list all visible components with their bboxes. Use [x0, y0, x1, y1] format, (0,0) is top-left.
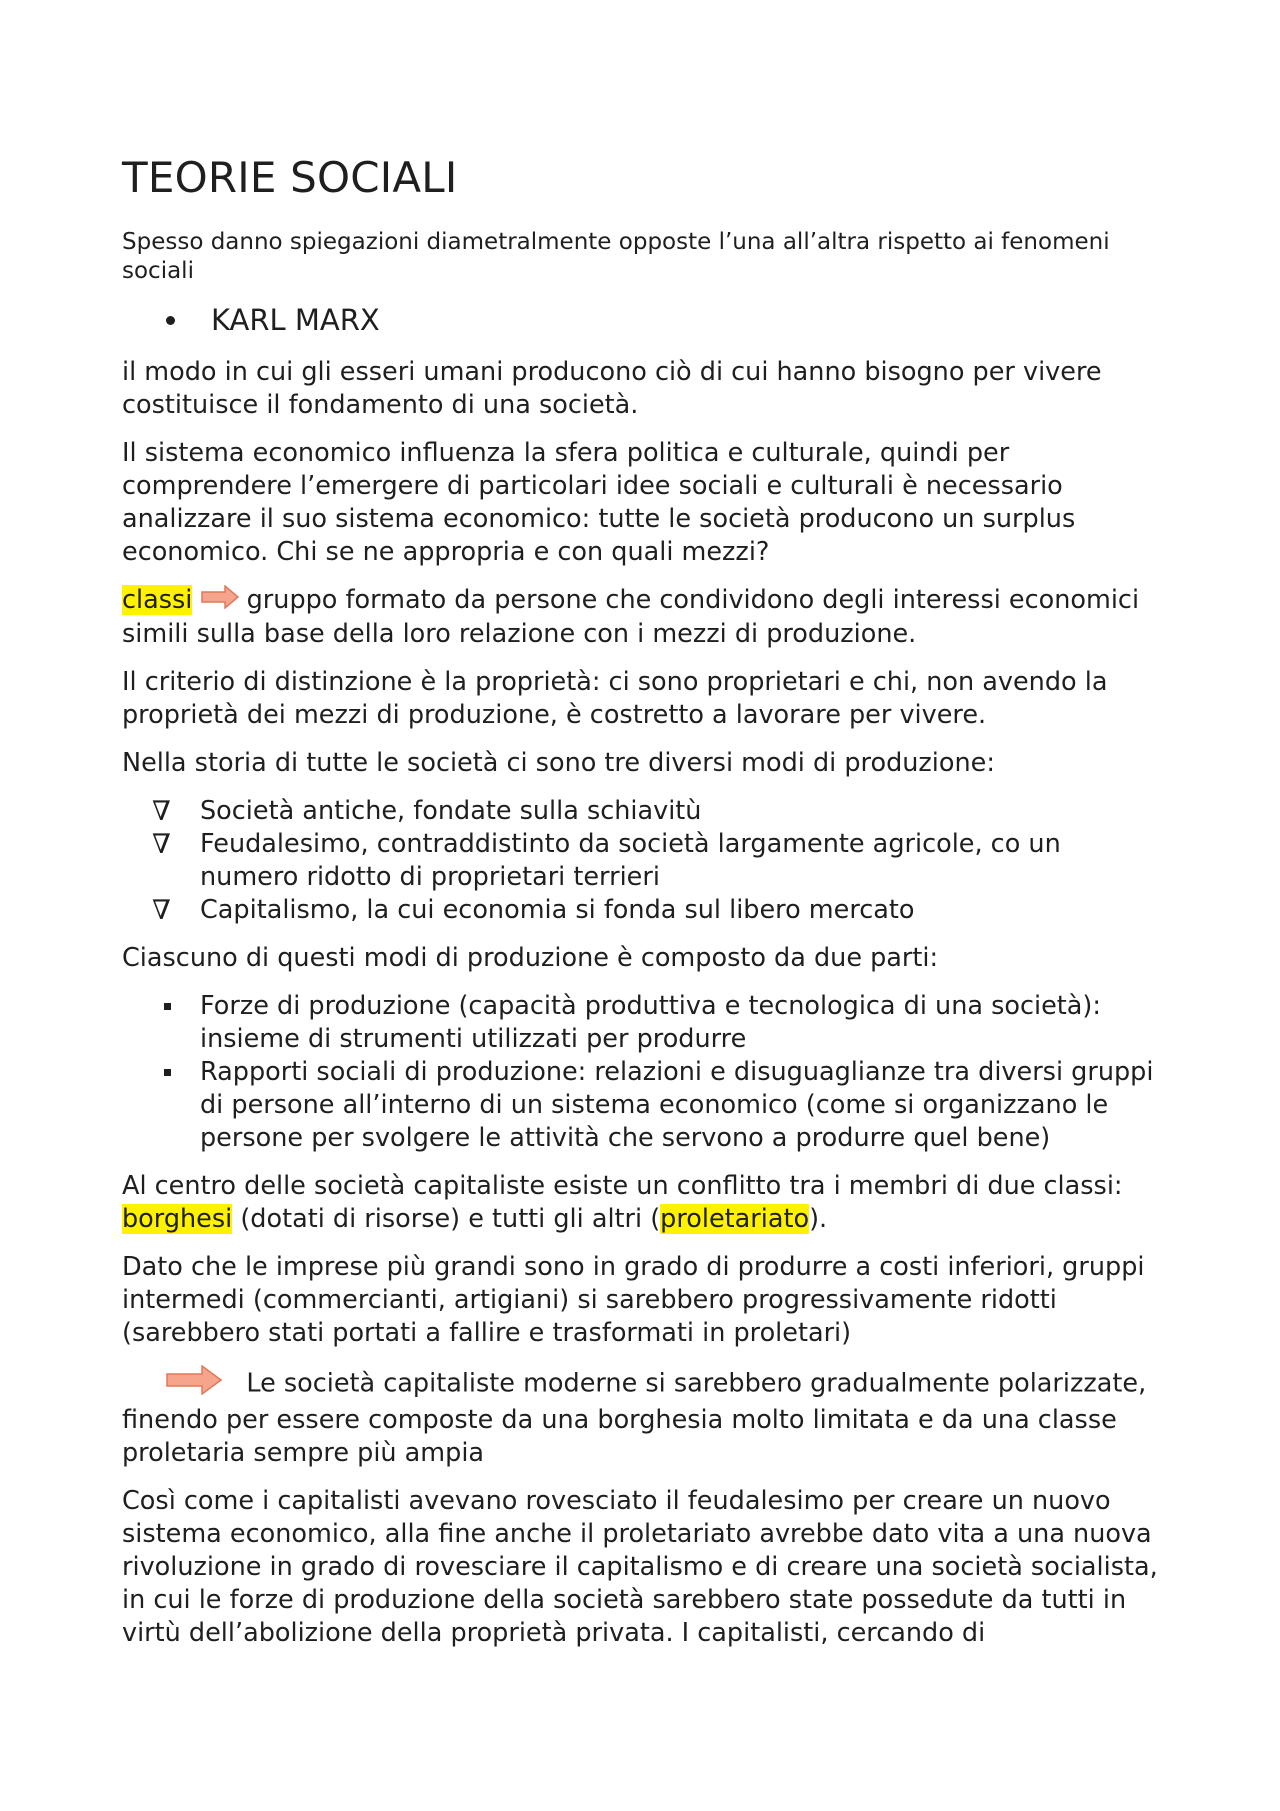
paragraph-6: Ciascuno di questi modi di produzione è composto da due parti:	[122, 942, 939, 973]
modes-list	[122, 795, 1162, 927]
list-item	[122, 894, 1162, 927]
nabla-bullet-icon: ∇	[152, 795, 171, 827]
classi-definition	[122, 584, 1162, 651]
paragraph-1: il modo in cui gli esseri umani producono ciò di cui hanno bisogno per vivere costituisce il fondamento di una società.	[122, 357, 1102, 420]
paragraph-4: Il criterio di distinzione è la proprietà: ci sono proprietari e chi, non avendo la proprietà dei mezzi di produzione, è costretto a lavorare per vivere.	[122, 666, 1108, 730]
paragraph-2: Il sistema economico influenza la sfera politica e culturale, quindi per comprendere l’emergere di particolari idee sociali e culturali è necessario analizzare il suo sistema economico: tutte le società producono un surplus economico. Chi se ne appropria e con quali mezzi?	[122, 438, 1076, 567]
subtitle: Spesso danno spiegazioni diametralmente opposte l’una all’altra rispetto ai fenomeni sociali	[122, 229, 1110, 284]
square-bullet-icon	[164, 1003, 171, 1010]
polarization-text: Le società capitaliste moderne si sarebbero gradualmente polarizzate, finendo per essere composte da una borghesia molto limitata e da una classe proletaria sempre più ampia	[122, 1368, 1147, 1468]
list-item-text: Società antiche, fondate sulla schiavitù	[200, 795, 702, 826]
list-item	[122, 828, 1162, 894]
list-item	[122, 795, 1162, 828]
classi-definition-text: gruppo formato da persone che condividono degli interessi economici simili sulla base della loro relazione con i mezzi di produzione.	[122, 585, 1140, 649]
square-bullet-icon	[164, 1069, 171, 1076]
parts-list	[122, 990, 1162, 1155]
page-title: TEORIE SOCIALI	[122, 153, 458, 202]
conflict-intro: Al centro delle società capitaliste esiste un conflitto tra i membri di due classi:	[122, 1170, 1123, 1201]
highlight-proletariato: proletariato	[660, 1203, 810, 1234]
conflict-end: ).	[809, 1203, 828, 1234]
right-arrow-icon	[201, 585, 239, 618]
bullet-dot-icon	[166, 316, 175, 325]
section-heading	[122, 300, 1162, 340]
list-item	[122, 1056, 1162, 1155]
paragraph-10: Così come i capitalisti avevano rovesciato il feudalesimo per creare un nuovo sistema economico, alla fine anche il proletariato avrebbe dato vita a una nuova rivoluzione in grado di rovesciare il capitalismo e di creare una società socialista, in cui le forze di produzione della società sarebbero state possedute da tutti in virtù dell’abolizione della proprietà privata. I capitalisti, cercando di	[122, 1485, 1158, 1648]
list-item	[122, 990, 1162, 1056]
polarization-paragraph	[122, 1365, 1162, 1470]
paragraph-5: Nella storia di tutte le società ci sono tre diversi modi di produzione:	[122, 747, 995, 778]
list-item-text: Feudalesimo, contraddistinto da società largamente agricole, co un numero ridotto di proprietari terrieri	[200, 828, 1061, 892]
highlight-classi: classi	[122, 585, 193, 615]
section-heading-label: KARL MARX	[211, 303, 380, 337]
list-item-text: Rapporti sociali di produzione: relazioni e disuguaglianze tra diversi gruppi di persone all’interno di un sistema economico (come si organizzano le persone per svolgere le attività che servono a produrre quel bene)	[200, 1056, 1154, 1153]
right-arrow-icon	[166, 1365, 222, 1404]
nabla-bullet-icon: ∇	[152, 828, 171, 860]
list-item-text: Capitalismo, la cui economia si fonda sul libero mercato	[200, 894, 915, 925]
list-item-text: Forze di produzione (capacità produttiva e tecnologica di una società): insieme di strumenti utilizzati per produrre	[200, 990, 1101, 1054]
conflict-paragraph	[122, 1170, 1162, 1236]
conflict-middle: (dotati di risorse) e tutti gli altri (	[232, 1203, 661, 1234]
paragraph-8: Dato che le imprese più grandi sono in grado di produrre a costi inferiori, gruppi intermedi (commercianti, artigiani) si sarebbero progressivamente ridotti (sarebbero stati portati a fallire e trasformati in proletari)	[122, 1251, 1145, 1348]
highlight-borghesi: borghesi	[122, 1203, 233, 1234]
nabla-bullet-icon: ∇	[152, 894, 171, 926]
document-page	[122, 150, 1162, 1665]
